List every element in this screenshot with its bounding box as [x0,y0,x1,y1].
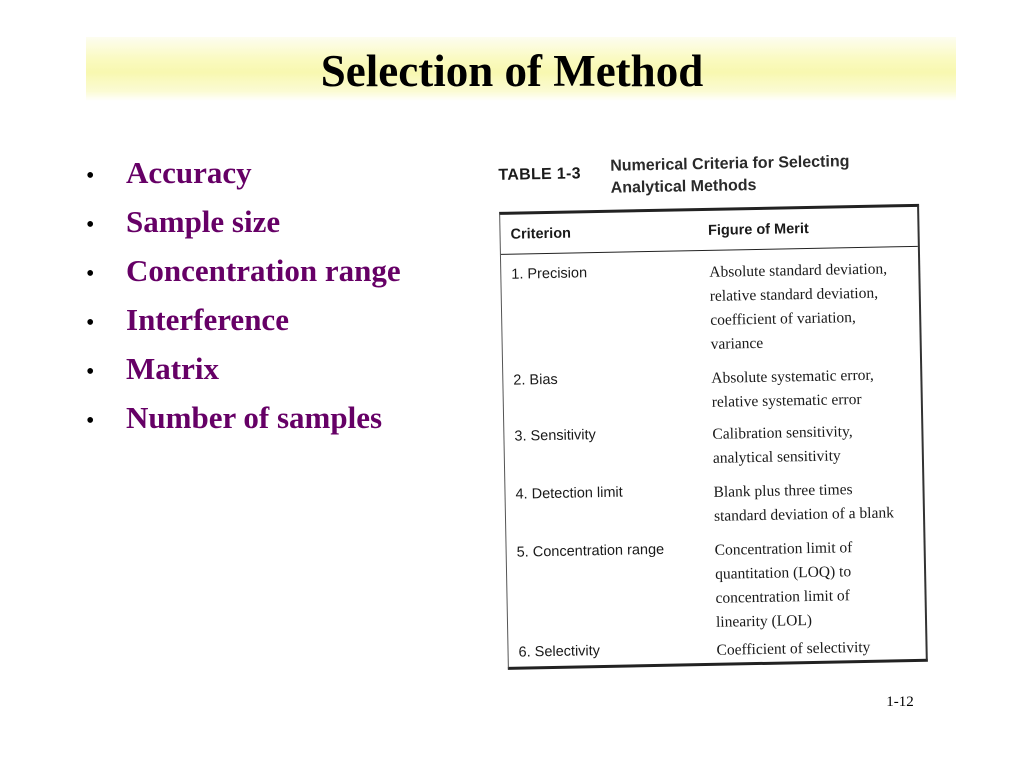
bullet-item-accuracy [84,150,401,199]
table-caption [498,151,850,202]
merit-line: concentration limit of [715,587,851,607]
bullet-icon: • [86,359,95,385]
row-merit [701,257,921,357]
table-row [506,535,926,639]
merit-line: Coefficient of selectivity [716,638,871,659]
bullet-item-interference [84,297,401,346]
table-row [501,257,921,361]
row-merit [705,477,924,529]
row-merit [706,535,926,635]
merit-line: variance [710,334,764,353]
row-criterion: 3. Sensitivity [514,427,596,445]
merit-line: Concentration limit of [714,539,853,559]
bullet-text: Sample size [126,204,281,239]
merit-line: linearity (LOL) [715,611,813,631]
bullet-list [84,150,401,444]
bullet-icon: • [86,163,95,189]
merit-line: coefficient of variation, [710,309,856,329]
table-title-line: Analytical Methods [610,176,757,197]
table-header-row [500,207,918,255]
table-row [504,419,923,475]
row-merit [703,363,922,415]
merit-line: Absolute standard deviation, [709,260,888,281]
row-criterion: 5. Concentration range [516,541,665,561]
bullet-text: Matrix [126,351,219,386]
bullet-item-number-of-samples [84,395,401,444]
row-criterion: 2. Bias [513,371,558,389]
bullet-icon: • [86,261,95,287]
page-number: 1-12 [886,694,914,710]
header-criterion: Criterion [510,225,572,243]
bullet-icon: • [86,310,95,336]
row-criterion: 6. Selectivity [518,643,601,661]
merit-line: Absolute systematic error, [711,366,874,387]
bullet-item-matrix [84,346,401,395]
bullet-text: Interference [126,302,289,337]
bullet-item-sample-size [84,199,401,248]
bullet-icon: • [86,408,95,434]
row-criterion: 4. Detection limit [515,484,623,503]
row-criterion: 1. Precision [511,265,588,283]
table-row [508,635,926,667]
table-number: TABLE 1-3 [498,165,581,184]
bullet-text: Number of samples [126,400,383,435]
header-figure-of-merit: Figure of Merit [707,220,809,239]
row-merit [704,419,923,471]
merit-line: relative standard deviation, [709,284,879,305]
table-row [505,477,924,533]
bullet-icon: • [86,212,95,238]
bullet-item-concentration-range [84,248,401,297]
merit-line: standard deviation of a blank [713,504,895,525]
bullet-text: Accuracy [126,155,252,190]
merit-line: analytical sensitivity [712,447,841,467]
merit-line: Blank plus three times [713,481,853,501]
table-title-line: Numerical Criteria for Selecting [610,153,850,175]
criteria-table [499,204,928,670]
table-row [503,363,922,419]
bullet-text: Concentration range [126,253,401,288]
slide-title: Selection of Method [320,46,704,96]
merit-line: Calibration sensitivity, [712,423,853,443]
table-image [494,146,944,676]
merit-line: relative systematic error [711,390,862,411]
merit-line: quantitation (LOQ) to [714,563,852,583]
table-title [610,151,850,200]
row-merit [708,635,926,663]
